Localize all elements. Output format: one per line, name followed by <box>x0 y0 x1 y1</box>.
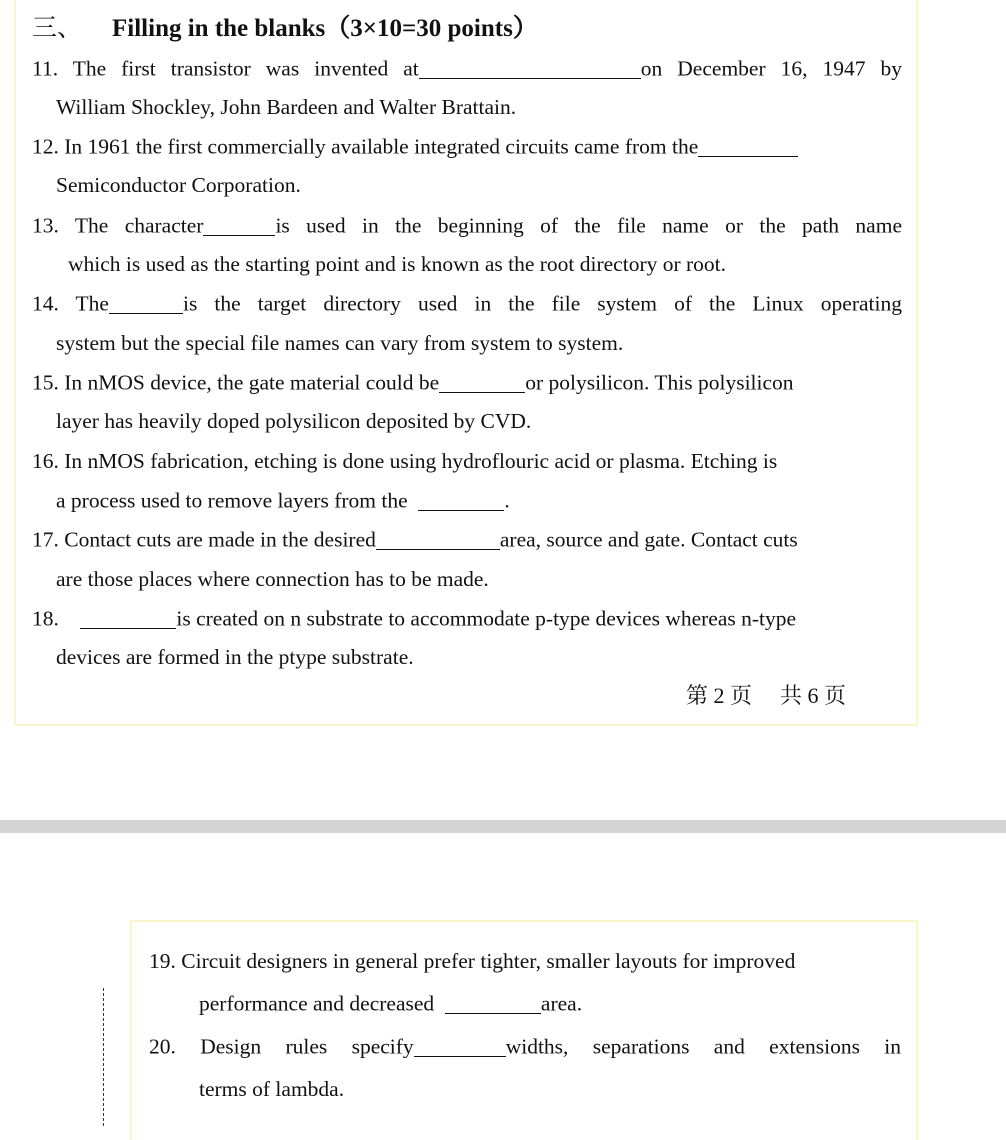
question-13-line-2: which is used as the starting point and is known as the root directory or root. <box>68 252 727 276</box>
answer-blank[interactable] <box>439 370 525 393</box>
question-19-line-2: performance and decreased area. <box>199 991 583 1016</box>
page-divider <box>0 820 1006 833</box>
question-11-line-1: 11. The first transistor was invented at on December 16, 1947 by <box>32 56 902 81</box>
binding-line <box>103 988 104 1126</box>
section-heading: Filling in the blanks（3×10=30 points） <box>112 15 538 42</box>
question-20-line-1: 20. Design rules specify widths, separations and extensions in <box>149 1034 902 1059</box>
question-18-line-2: devices are formed in the ptype substrate. <box>56 645 414 669</box>
question-16-line-2: a process used to remove layers from the . <box>56 488 510 513</box>
question-12-line-2: Semiconductor Corporation. <box>56 173 301 197</box>
question-15-line-1: 15. In nMOS device, the gate material could be or polysilicon. This polysilicon <box>32 370 794 395</box>
page-number: 第 2 页 <box>686 683 753 708</box>
answer-blank[interactable] <box>418 488 504 511</box>
question-17-line-2: are those places where connection has to be made. <box>56 567 489 591</box>
answer-blank[interactable] <box>109 291 183 314</box>
answer-blank[interactable] <box>445 991 541 1014</box>
section-number: 三、 <box>32 15 83 42</box>
answer-blank[interactable] <box>414 1034 506 1057</box>
question-14-line-1: 14. The is the target directory used in the file system of the Linux operating <box>32 291 902 316</box>
question-17-line-1: 17. Contact cuts are made in the desired area, source and gate. Contact cuts <box>32 527 798 552</box>
section-title <box>32 8 538 44</box>
question-16-line-1: 16. In nMOS fabrication, etching is done using hydroflouric acid or plasma. Etching is <box>32 449 778 473</box>
answer-blank[interactable] <box>203 213 275 236</box>
question-20-line-2: terms of lambda. <box>199 1077 345 1101</box>
page-footer <box>686 679 846 710</box>
question-15-line-2: layer has heavily doped polysilicon deposited by CVD. <box>56 409 532 433</box>
question-13-line-1: 13. The character is used in the beginning of the file name or the path name <box>32 213 902 238</box>
answer-blank[interactable] <box>80 606 176 629</box>
answer-blank[interactable] <box>698 134 798 157</box>
answer-blank[interactable] <box>419 56 641 79</box>
question-18-line-1: 18. is created on n substrate to accommodate p-type devices whereas n-type <box>32 606 797 631</box>
question-12-line-1: 12. In 1961 the first commercially available integrated circuits came from the <box>32 134 798 160</box>
question-14-line-2: system but the special file names can vary from system to system. <box>56 331 624 355</box>
answer-blank[interactable] <box>376 527 500 550</box>
question-19-line-1: 19. Circuit designers in general prefer tighter, smaller layouts for improved <box>149 949 796 973</box>
question-11-line-2: William Shockley, John Bardeen and Walter Brattain. <box>56 95 517 119</box>
page-total: 共 6 页 <box>780 683 847 708</box>
